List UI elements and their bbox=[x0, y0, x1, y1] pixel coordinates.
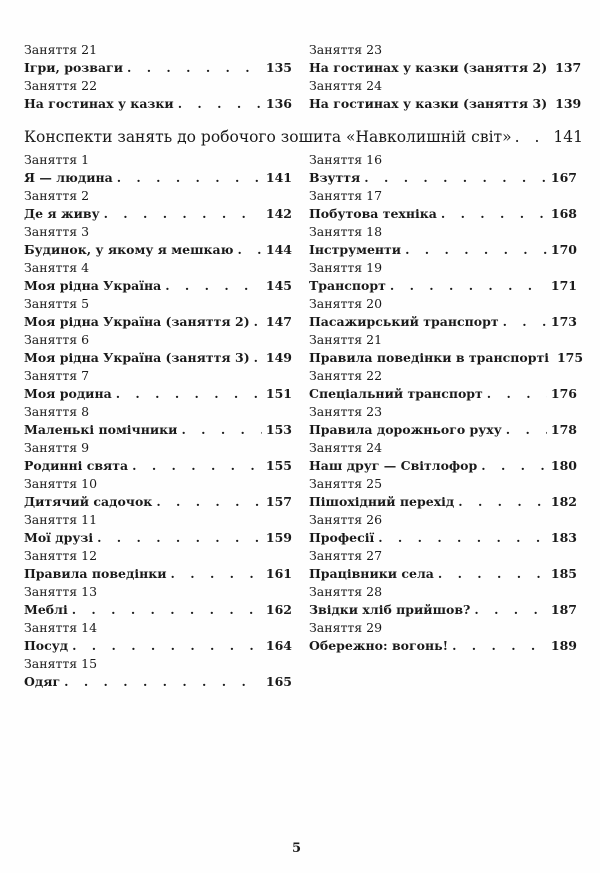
toc-entry bbox=[309, 259, 577, 295]
lesson-title: Наш друг — Світлофор bbox=[309, 458, 478, 473]
toc-entry bbox=[309, 511, 577, 547]
lesson-title-line bbox=[309, 529, 577, 547]
lesson-page: 157 bbox=[265, 494, 292, 509]
lesson-title-line bbox=[309, 349, 584, 367]
toc-entry bbox=[309, 41, 582, 77]
lesson-title: На гостинах у казки (заняття 3) bbox=[309, 96, 548, 111]
lesson-page: 165 bbox=[265, 674, 292, 689]
leader-dots bbox=[503, 313, 547, 331]
toc-entry bbox=[24, 547, 292, 583]
lesson-page: 189 bbox=[550, 638, 577, 653]
toc-entry bbox=[309, 439, 577, 475]
section-heading bbox=[24, 128, 583, 146]
lesson-title: Де я живу bbox=[24, 206, 100, 221]
page-number: 5 bbox=[292, 841, 302, 856]
toc-entry bbox=[309, 223, 577, 259]
lesson-number: Заняття 12 bbox=[24, 548, 98, 563]
lesson-number: Заняття 4 bbox=[24, 260, 90, 275]
leader-dots bbox=[438, 565, 547, 583]
lesson-page: 135 bbox=[265, 60, 292, 75]
lesson-number: Заняття 18 bbox=[309, 224, 383, 239]
lesson-number: Заняття 6 bbox=[24, 332, 90, 347]
lesson-title-line bbox=[24, 385, 292, 403]
lesson-page: 151 bbox=[265, 386, 292, 401]
leader-dots bbox=[156, 493, 262, 511]
lesson-number: Заняття 24 bbox=[309, 440, 383, 455]
toc-entry bbox=[309, 619, 577, 655]
lesson-title: На гостинах у казки (заняття 2) bbox=[309, 60, 548, 75]
lesson-number: Заняття 2 bbox=[24, 188, 90, 203]
lesson-title-line bbox=[24, 169, 292, 187]
section-title: Конспекти занять до робочого зошита «Навколишній світ» bbox=[24, 128, 512, 146]
leader-dots bbox=[452, 637, 547, 655]
toc-entry bbox=[24, 367, 292, 403]
leader-dots bbox=[506, 421, 547, 439]
leader-dots bbox=[117, 169, 262, 187]
section-page: 141 bbox=[553, 128, 583, 146]
lesson-title: Родинні свята bbox=[24, 458, 129, 473]
leader-dots bbox=[132, 457, 262, 475]
lesson-page: 137 bbox=[555, 60, 582, 75]
toc-entry bbox=[24, 403, 292, 439]
toc-left-column bbox=[24, 151, 292, 691]
lesson-title-line bbox=[309, 565, 577, 583]
toc-entry bbox=[24, 187, 292, 223]
lesson-title-line bbox=[24, 95, 292, 113]
lesson-page: 136 bbox=[265, 96, 292, 111]
toc-right-column bbox=[309, 151, 584, 655]
lesson-title: Звідки хліб прийшов? bbox=[309, 602, 471, 617]
lesson-title-line bbox=[309, 493, 577, 511]
lesson-title: Я — людина bbox=[24, 170, 113, 185]
leader-dots bbox=[237, 241, 261, 259]
leader-dots bbox=[178, 95, 262, 113]
toc-entry bbox=[24, 77, 292, 113]
lesson-title: Моя рідна Україна bbox=[24, 278, 162, 293]
lesson-title-line bbox=[24, 529, 292, 547]
toc-entry bbox=[24, 619, 292, 655]
leader-dots bbox=[64, 673, 262, 691]
lesson-page: 170 bbox=[550, 242, 577, 257]
lesson-page: 162 bbox=[265, 602, 292, 617]
toc-entry bbox=[309, 475, 577, 511]
lesson-number: Заняття 28 bbox=[309, 584, 383, 599]
lesson-title-line bbox=[24, 493, 292, 511]
lesson-number: Заняття 24 bbox=[309, 78, 383, 93]
toc-entry bbox=[24, 295, 292, 331]
lesson-title-line bbox=[24, 673, 292, 691]
lesson-title: Одяг bbox=[24, 674, 61, 689]
lesson-title: Правила дорожнього руху bbox=[309, 422, 502, 437]
lesson-number: Заняття 26 bbox=[309, 512, 383, 527]
lesson-title-line bbox=[24, 205, 292, 223]
lesson-title-line bbox=[309, 637, 577, 655]
leader-dots bbox=[72, 637, 262, 655]
lesson-title: Пасажирський транспорт bbox=[309, 314, 499, 329]
toc-entry bbox=[24, 439, 292, 475]
lesson-page: 139 bbox=[555, 96, 582, 111]
lesson-number: Заняття 7 bbox=[24, 368, 90, 383]
toc-entry bbox=[309, 151, 577, 187]
lesson-title-line bbox=[309, 59, 582, 77]
lesson-number: Заняття 8 bbox=[24, 404, 90, 419]
lesson-title: Правила поведінки в транспорті bbox=[309, 350, 549, 365]
leader-dots bbox=[116, 385, 262, 403]
lesson-page: 153 bbox=[265, 422, 292, 437]
lesson-title: Взуття bbox=[309, 170, 361, 185]
toc-entry bbox=[309, 331, 584, 367]
lesson-title: Дитячий садочок bbox=[24, 494, 153, 509]
lesson-page: 167 bbox=[550, 170, 577, 185]
leader-dots bbox=[481, 457, 547, 475]
lesson-number: Заняття 9 bbox=[24, 440, 90, 455]
lesson-number: Заняття 5 bbox=[24, 296, 90, 311]
leader-dots bbox=[390, 277, 547, 295]
lesson-page: 176 bbox=[550, 386, 577, 401]
lesson-title: Маленькі помічники bbox=[24, 422, 178, 437]
toc-entry bbox=[309, 187, 577, 223]
lesson-title: Правила поведінки bbox=[24, 566, 167, 581]
lesson-title-line bbox=[309, 169, 577, 187]
leader-dots bbox=[127, 59, 262, 77]
leader-dots bbox=[104, 205, 262, 223]
toc-entry bbox=[309, 547, 577, 583]
lesson-title: Мої друзі bbox=[24, 530, 94, 545]
leader-dots bbox=[487, 385, 547, 403]
lesson-title-line bbox=[309, 457, 577, 475]
leader-dots bbox=[254, 349, 262, 367]
lesson-title: Професії bbox=[309, 530, 375, 545]
leader-dots bbox=[364, 169, 547, 187]
leader-dots bbox=[171, 565, 262, 583]
toc-entry bbox=[24, 41, 292, 77]
lesson-page: 183 bbox=[550, 530, 577, 545]
lesson-title: Посуд bbox=[24, 638, 69, 653]
lesson-page: 178 bbox=[550, 422, 577, 437]
lesson-title-line bbox=[309, 313, 577, 331]
leader-dots bbox=[378, 529, 547, 547]
lesson-title-line bbox=[309, 601, 577, 619]
lesson-page: 142 bbox=[265, 206, 292, 221]
lesson-title: Транспорт bbox=[309, 278, 386, 293]
toc-entry bbox=[24, 259, 292, 295]
lesson-title: На гостинах у казки bbox=[24, 96, 174, 111]
leader-dots bbox=[254, 313, 262, 331]
lesson-number: Заняття 22 bbox=[309, 368, 383, 383]
lesson-page: 180 bbox=[550, 458, 577, 473]
lesson-title-line bbox=[24, 421, 292, 439]
toc-top-right bbox=[309, 41, 582, 113]
lesson-title-line bbox=[24, 241, 292, 259]
lesson-title: Меблі bbox=[24, 602, 68, 617]
lesson-number: Заняття 14 bbox=[24, 620, 98, 635]
lesson-number: Заняття 23 bbox=[309, 404, 383, 419]
toc-entry bbox=[24, 655, 292, 691]
toc-entry bbox=[24, 223, 292, 259]
toc-entry bbox=[24, 583, 292, 619]
lesson-page: 161 bbox=[265, 566, 292, 581]
leader-dots bbox=[72, 601, 262, 619]
lesson-title: Будинок, у якому я мешкаю bbox=[24, 242, 234, 257]
lesson-page: 173 bbox=[550, 314, 577, 329]
lesson-title-line bbox=[24, 637, 292, 655]
lesson-number: Заняття 16 bbox=[309, 152, 383, 167]
lesson-title-line bbox=[309, 241, 577, 259]
lesson-title: Пішохідний перехід bbox=[309, 494, 455, 509]
toc-entry bbox=[309, 295, 577, 331]
lesson-title-line bbox=[24, 565, 292, 583]
lesson-number: Заняття 23 bbox=[309, 42, 383, 57]
lesson-number: Заняття 19 bbox=[309, 260, 383, 275]
toc-entry bbox=[309, 403, 577, 439]
lesson-page: 159 bbox=[265, 530, 292, 545]
lesson-title: Обережно: вогонь! bbox=[309, 638, 449, 653]
lesson-title-line bbox=[309, 385, 577, 403]
lesson-number: Заняття 1 bbox=[24, 152, 90, 167]
lesson-title-line bbox=[24, 277, 292, 295]
lesson-number: Заняття 29 bbox=[309, 620, 383, 635]
leader-dots bbox=[165, 277, 262, 295]
lesson-number: Заняття 10 bbox=[24, 476, 98, 491]
leader-dots bbox=[181, 421, 261, 439]
toc-entry bbox=[24, 151, 292, 187]
toc-entry bbox=[24, 511, 292, 547]
lesson-number: Заняття 22 bbox=[24, 78, 98, 93]
toc-entry bbox=[309, 77, 582, 113]
lesson-page: 182 bbox=[550, 494, 577, 509]
leader-dots bbox=[405, 241, 547, 259]
lesson-number: Заняття 20 bbox=[309, 296, 383, 311]
lesson-page: 164 bbox=[265, 638, 292, 653]
lesson-title: Працівники села bbox=[309, 566, 434, 581]
leader-dots bbox=[441, 205, 547, 223]
lesson-page: 168 bbox=[550, 206, 577, 221]
lesson-title-line bbox=[24, 601, 292, 619]
lesson-page: 141 bbox=[265, 170, 292, 185]
lesson-number: Заняття 27 bbox=[309, 548, 383, 563]
lesson-page: 149 bbox=[265, 350, 292, 365]
lesson-page: 185 bbox=[550, 566, 577, 581]
lesson-title: Моя родина bbox=[24, 386, 112, 401]
lesson-title: Спеціальний транспорт bbox=[309, 386, 483, 401]
lesson-title: Ігри, розваги bbox=[24, 60, 123, 75]
lesson-page: 144 bbox=[265, 242, 292, 257]
lesson-number: Заняття 21 bbox=[24, 42, 98, 57]
toc-top-left bbox=[24, 41, 292, 113]
toc-entry bbox=[309, 583, 577, 619]
lesson-title-line bbox=[24, 313, 292, 331]
lesson-title: Інструменти bbox=[309, 242, 402, 257]
lesson-page: 171 bbox=[550, 278, 577, 293]
lesson-page: 145 bbox=[265, 278, 292, 293]
lesson-page: 147 bbox=[265, 314, 292, 329]
lesson-title: Побутова техніка bbox=[309, 206, 437, 221]
lesson-title: Моя рідна Україна (заняття 3) bbox=[24, 350, 250, 365]
lesson-page: 155 bbox=[265, 458, 292, 473]
lesson-page: 187 bbox=[550, 602, 577, 617]
leader-dots bbox=[474, 601, 547, 619]
lesson-number: Заняття 17 bbox=[309, 188, 383, 203]
lesson-number: Заняття 25 bbox=[309, 476, 383, 491]
toc-entry bbox=[309, 367, 577, 403]
toc-entry bbox=[24, 475, 292, 511]
lesson-number: Заняття 21 bbox=[309, 332, 383, 347]
leader-dots bbox=[458, 493, 547, 511]
lesson-title-line bbox=[309, 277, 577, 295]
lesson-number: Заняття 15 bbox=[24, 656, 98, 671]
lesson-title: Моя рідна Україна (заняття 2) bbox=[24, 314, 250, 329]
toc-entry bbox=[24, 331, 292, 367]
lesson-number: Заняття 13 bbox=[24, 584, 98, 599]
lesson-title-line bbox=[309, 421, 577, 439]
lesson-number: Заняття 11 bbox=[24, 512, 98, 527]
lesson-title-line bbox=[24, 457, 292, 475]
lesson-title-line bbox=[24, 349, 292, 367]
lesson-page: 175 bbox=[556, 350, 584, 365]
leader-dots bbox=[97, 529, 262, 547]
lesson-title-line bbox=[309, 95, 582, 113]
lesson-title-line bbox=[309, 205, 577, 223]
leader-dots bbox=[515, 128, 551, 146]
lesson-number: Заняття 3 bbox=[24, 224, 90, 239]
lesson-title-line bbox=[24, 59, 292, 77]
